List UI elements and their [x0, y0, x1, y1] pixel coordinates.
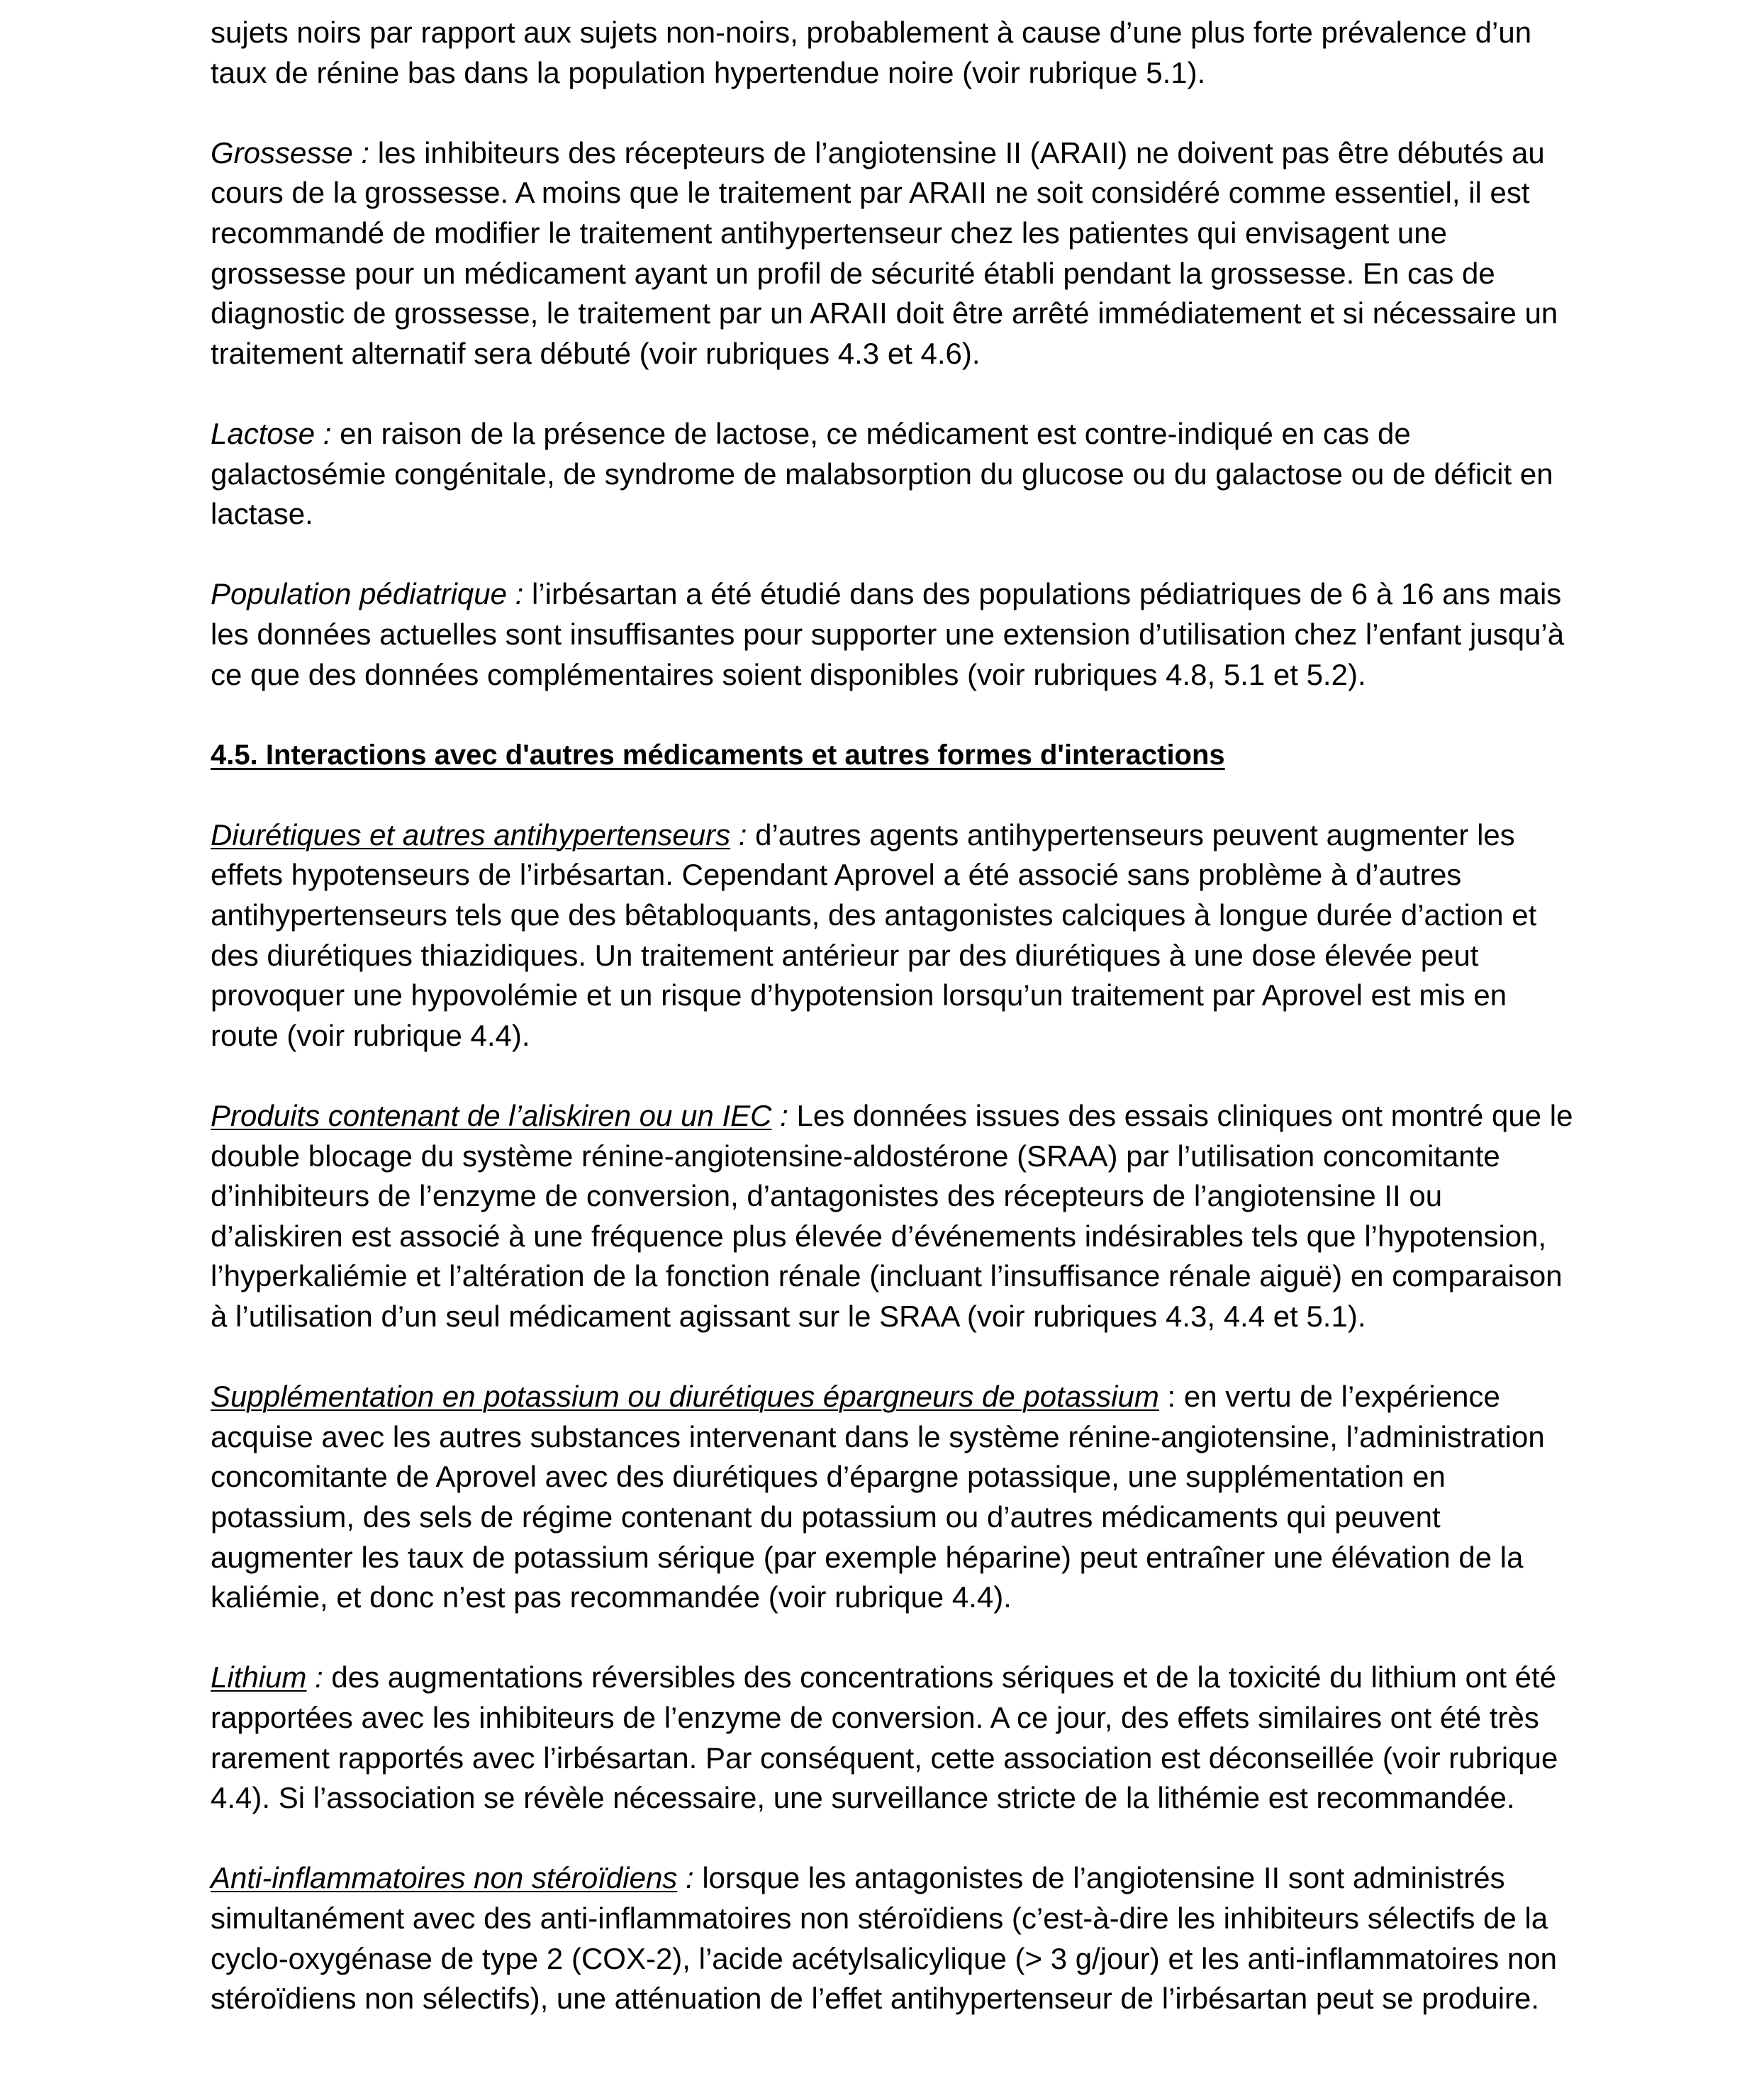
- grossesse-text: les inhibiteurs des récepteurs de l’angiotensine II (ARAII) ne doivent pas être débutés au cours de la grossesse. A moins que le traitement par ARAII ne soit considéré comme essentiel, il est recommandé de modifier le traitement antihypertenseur chez les patientes qui envisagent une grossesse pour un médicament ayant un profil de sécurité établi pendant la grossesse. En cas de diagnostic de grossesse, le traitement par un ARAII doit être arrêté immédiatement et si nécessaire un traitement alternatif sera débuté (voir rubriques 4.3 et 4.6).: [211, 135, 1558, 370]
- ains-text: lorsque les antagonistes de l’angiotensine II sont administrés simultanément avec des anti-inflammatoires non stéroïdiens (c’est-à-dire les inhibiteurs sélectifs de la cyclo-oxygénase de type 2 (COX-2), l’acide acétylsalicylique (> 3 g/jour) et les anti-inflammatoires non stéroïdiens non sélectifs), une atténuation de l’effet antihypertenseur de l’irbésartan peut se produire.: [211, 1861, 1558, 2016]
- grossesse-paragraph: [211, 133, 1575, 374]
- aliskiren-text: Les données issues des essais cliniques ont montré que le double blocage du système rénine-angiotensine-aldostérone (SRAA) par l’utilisation concomitante d’inhibiteurs de l’enzyme de conversion, d’antagonistes des récepteurs de l’angiotensine II ou d’aliskiren est associé à une fréquence plus élevée d’événements indésirables tels que l’hypotension, l’hyperkaliémie et l’altération de la fonction rénale (incluant l’insuffisance rénale aiguë) en comparaison à l’utilisation d’un seul médicament agissant sur le SRAA (voir rubriques 4.3, 4.4 et 5.1).: [211, 1099, 1573, 1333]
- potassium-label: Supplémentation en potassium ou diurétiques épargneurs de potassium: [211, 1380, 1159, 1414]
- pediatrique-text: l’irbésartan a été étudié dans des populations pédiatriques de 6 à 16 ans mais les données actuelles sont insuffisantes pour supporter une extension d’utilisation chez l’enfant jusqu’à ce que des données complémentaires soient disponibles (voir rubriques 4.8, 5.1 et 5.2).: [211, 577, 1565, 691]
- lithium-text: des augmentations réversibles des concentrations sériques et de la toxicité du lithium ont été rapportées avec les inhibiteurs de l’enzyme de conversion. A ce jour, des effets similaires ont été très rarement rapportés avec l’irbésartan. Par conséquent, cette association est déconseillée (voir rubrique 4.4). Si l’association se révèle nécessaire, une surveillance stricte de la lithémie est recommandée.: [211, 1660, 1558, 1815]
- pediatrique-label: Population pédiatrique :: [211, 577, 524, 611]
- aliskiren-label: Produits contenant de l’aliskiren ou un IEC: [211, 1099, 772, 1133]
- pediatrique-paragraph: [211, 574, 1575, 695]
- lactose-label: Lactose :: [211, 416, 332, 450]
- potassium-text: : en vertu de l’expérience acquise avec les autres substances intervenant dans le système rénine-angiotensine, l’administration concomitante de Aprovel avec des diurétiques d’épargne potassique, une supplémentation en potassium, des sels de régime contenant du potassium ou d’autres médicaments qui peuvent augmenter les taux de potassium sérique (par exemple héparine) peut entraîner une élévation de la kaliémie, et donc n’est pas recommandée (voir rubrique 4.4).: [211, 1380, 1545, 1614]
- lithium-label: Lithium: [211, 1660, 307, 1694]
- lithium-label-suffix: :: [306, 1660, 323, 1694]
- diuretiques-label: Diurétiques et autres antihypertenseurs: [211, 817, 731, 851]
- aliskiren-label-suffix: :: [771, 1099, 788, 1133]
- section-heading: 4.5. Interactions avec d'autres médicaments et autres formes d'interactions: [211, 739, 1225, 771]
- grossesse-label: Grossesse :: [211, 135, 370, 169]
- ains-label-suffix: :: [677, 1861, 694, 1895]
- intro-text: sujets noirs par rapport aux sujets non-noirs, probablement à cause d’une plus forte prévalence d’un taux de rénine bas dans la population hypertendue noire (voir rubrique 5.1).: [211, 16, 1532, 89]
- document-page: [211, 13, 1575, 2019]
- ains-label: Anti-inflammatoires non stéroïdiens: [211, 1861, 678, 1895]
- lactose-text: en raison de la présence de lactose, ce médicament est contre-indiqué en cas de galactosémie congénitale, de syndrome de malabsorption du glucose ou du galactose ou de déficit en lactase.: [211, 416, 1553, 531]
- lithium-paragraph: [211, 1658, 1575, 1818]
- diuretiques-text: d’autres agents antihypertenseurs peuvent augmenter les effets hypotenseurs de l’irbésartan. Cependant Aprovel a été associé sans problème à d’autres antihypertenseurs tels que des bêtabloquants, des antagonistes calciques à longue durée d’action et des diurétiques thiazidiques. Un traitement antérieur par des diurétiques à une dose élevée peut provoquer une hypovolémie et un risque d’hypotension lorsqu’un traitement par Aprovel est mis en route (voir rubrique 4.4).: [211, 817, 1537, 1052]
- aliskiren-paragraph: [211, 1096, 1575, 1337]
- ains-paragraph: [211, 1858, 1575, 2018]
- potassium-paragraph: [211, 1377, 1575, 1618]
- diuretiques-label-suffix: :: [730, 817, 747, 851]
- intro-paragraph: [211, 13, 1575, 93]
- diuretiques-paragraph: [211, 815, 1575, 1056]
- lactose-paragraph: [211, 414, 1575, 535]
